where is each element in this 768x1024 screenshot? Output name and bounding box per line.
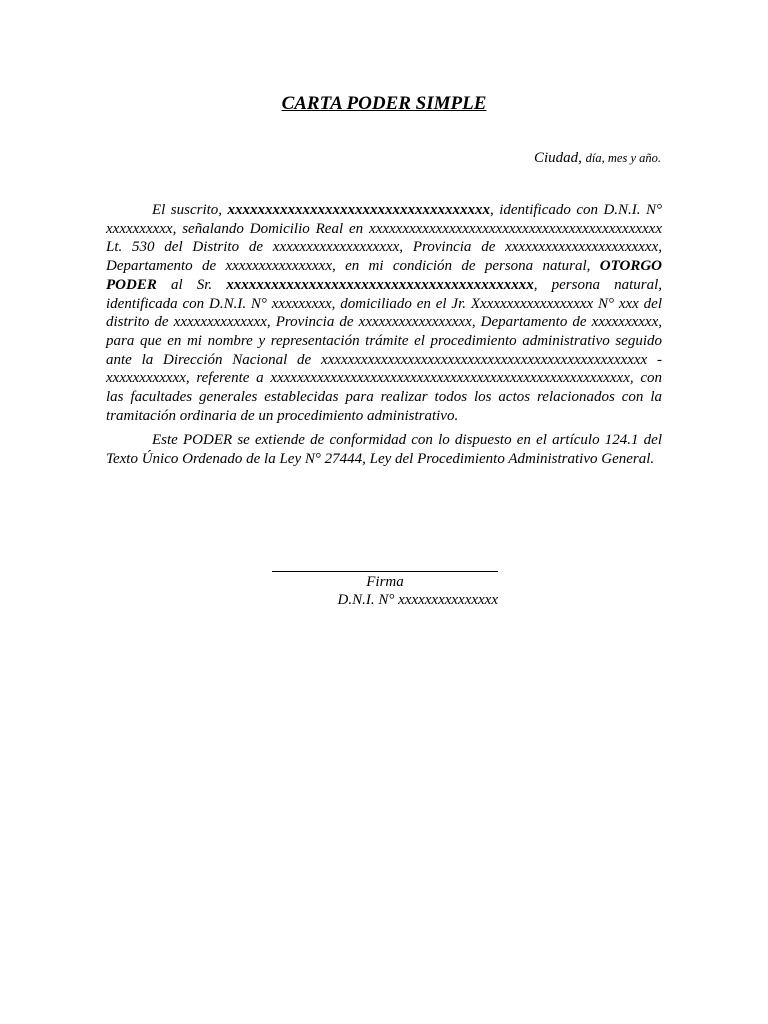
signature-dni: D.N.I. N° xxxxxxxxxxxxxxx (337, 592, 498, 608)
signature-label: Firma (366, 574, 404, 590)
place-label: Ciudad, (533, 150, 582, 166)
signature-line (272, 571, 498, 572)
grantor-name: xxxxxxxxxxxxxxxxxxxxxxxxxxxxxxxxxxx (227, 202, 491, 218)
grant-phrase: OTORGO PODER (106, 258, 662, 293)
paragraph-legal-basis: Este PODER se extiende de conformidad con lo dispuesto en el artículo 124.1 del Texto Único Ordenado de la Ley N° 27444, Ley del Procedimiento Administrativo General. (106, 432, 662, 468)
paragraph-text: al Sr. (156, 276, 227, 293)
document-body (106, 201, 662, 469)
grantee-name: xxxxxxxxxxxxxxxxxxxxxxxxxxxxxxxxxxxxxxxxx (226, 276, 534, 293)
date-label: día, mes y año. (585, 151, 661, 165)
place-date (534, 150, 661, 167)
paragraph-text: , identificado con D.N.I. N° xxxxxxxxxx, señalando Domicilio Real en xxxxxxxxxxxxxxxxxxxxxxxxxxxxxxxxxxxxxxxxxxxx Lt. 530 del Distrito de xxxxxxxxxxxxxxxxxxx, Provincia de xxxxxxxxxxxxxxxxxxxxxxx, Departamento de xxxxxxxxxxxxxxxx, en mi condición de persona natural, (106, 202, 662, 275)
document-title: CARTA PODER SIMPLE (281, 93, 487, 114)
paragraph-text: , persona natural, identificada con D.N.I. N° xxxxxxxxx, domiciliado en el Jr. Xxxxxxxxxxxxxxxxxx N° xxx del distrito de xxxxxxxxxxxxxx, Provincia de xxxxxxxxxxxxxxxxx, Departamento de xxxxxxxxxx, para que en mi nombre y representación trámite el procedimiento administrativo seguido ante la Dirección Nacional de xxxxxxxxxxxxxxxxxxxxxxxxxxxxxxxxxxxxxxxxxxxxxxxxx - xxxxxxxxxxxx, referente a xxxxxxxxxxxxxxxxxxxxxxxxxxxxxxxxxxxxxxxxxxxxxxxxxxxxxx, con las facultades generales establecidas para realizar todos los actos relacionados con la tramitación ordinaria de un procedimiento administrativo. (106, 276, 662, 424)
paragraph-grant (106, 201, 662, 425)
paragraph-text: El suscrito, (152, 202, 228, 218)
